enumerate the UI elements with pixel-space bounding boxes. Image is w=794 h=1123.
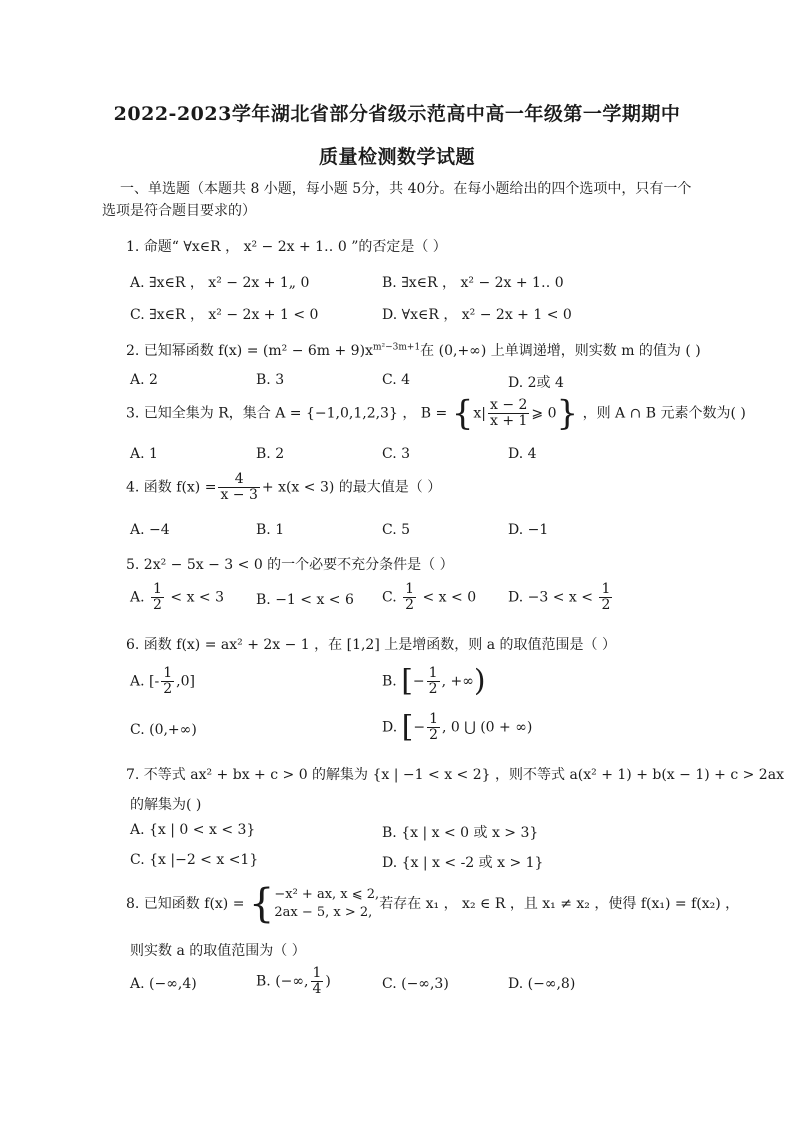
question-6-option-b: B. [− $\frac{1}{2}$ , +∞) — [382, 663, 486, 699]
question-3-option-d: D. 4 — [508, 446, 537, 462]
exam-title-line1: 2022-2023学年湖北省部分省级示范高中高一年级第一学期期中 — [113, 103, 681, 125]
question-6-option-d-label: D. — [382, 719, 398, 736]
question-6-option-a — [130, 666, 195, 697]
question-2-option-a: A. 2 — [130, 372, 158, 388]
question-1-option-d: D. ∀x∈R ， x² − 2x + 1 < 0 — [382, 307, 572, 323]
question-4-stem-a: 4. 函数 f(x) = — [126, 479, 217, 496]
section-header-line1: 一、单选题（本题共 8 小题，每小题 5分，共 40分。在每小题给出的四个选项中，只有一个 — [120, 181, 692, 197]
question-4-numerator: 4 — [218, 472, 259, 488]
question-6-stem: 6. 函数 f(x) = ax² + 2x − 1 ，在 [1,2] 上是增函数，则 a 的取值范围是（ ） — [126, 637, 616, 653]
paren-right: ) — [473, 663, 486, 699]
question-5-option-a-fraction — [151, 582, 164, 613]
question-3-option-b: B. 2 — [256, 446, 285, 462]
question-8-option-b-fraction — [311, 966, 324, 997]
question-6-option-d-fraction — [427, 712, 440, 743]
question-8-stem — [126, 881, 740, 927]
section-header — [102, 178, 720, 222]
question-5-option-d-label: D. −3 < x < — [508, 589, 593, 606]
question-2-option-c: C. 4 — [382, 372, 411, 388]
question-8-stem-line2: 则实数 a 的取值范围为（ ） — [130, 943, 306, 959]
question-5-option-a-numerator: 1 — [153, 581, 162, 597]
question-3-stem — [126, 393, 746, 434]
piecewise-function — [274, 886, 379, 922]
question-5-option-c-numerator: 1 — [405, 581, 415, 597]
question-8-stem-a: 8. 已知函数 f(x) = — [126, 896, 245, 912]
question-6-option-b-rest: , +∞ — [441, 673, 474, 690]
question-7-stem-line1: 7. 不等式 ax² + bx + c > 0 的解集为 {x | −1 < x < 2} ，则不等式 a(x² + 1) + b(x − 1) + c > 2ax — [126, 767, 784, 783]
question-8-option-b-label: B. (−∞, — [256, 973, 309, 990]
question-2-exponent: m²−3m+1 — [372, 342, 421, 353]
question-2-stem-a: 2. 已知幂函数 f(x) = (m² − 6m + 9)x — [126, 343, 373, 359]
question-5-option-d-denominator: 2 — [601, 597, 611, 613]
question-3-set-fraction — [488, 398, 529, 429]
question-8-option-b-rest: ) — [325, 973, 331, 990]
bracket-left: [ — [401, 709, 414, 745]
question-5-option-a-label: A. — [130, 589, 145, 606]
question-5-option-d — [508, 582, 614, 613]
question-8-option-b — [256, 966, 331, 997]
question-1-option-b: B. ∃x∈R ， x² − 2x + 1‥ 0 — [382, 275, 564, 291]
question-6-option-a-label: A. [- — [130, 673, 160, 690]
question-5-option-d-fraction — [599, 582, 612, 613]
question-4-option-a: A. −4 — [130, 522, 170, 538]
question-6-option-a-denominator: 2 — [163, 681, 173, 697]
question-6-option-d-rest: , 0 ⋃ (0 + ∞) — [442, 719, 533, 736]
question-5-option-b: B. −1 < x < 6 — [256, 592, 354, 608]
question-7-option-a: A. {x | 0 < x < 3} — [130, 822, 256, 838]
piecewise-case-2: 2ax − 5, x > 2, — [274, 905, 373, 920]
question-5-option-c-rest: < x < 0 — [422, 589, 477, 606]
question-3-set-left: x| — [473, 405, 486, 422]
question-5-option-c-fraction — [403, 582, 416, 613]
question-6-option-c: C. (0,+∞) — [130, 722, 197, 738]
question-4-denominator: x − 3 — [220, 487, 258, 503]
set-brace-left: { — [451, 393, 474, 434]
question-6-option-b-numerator: 1 — [428, 665, 438, 681]
piecewise-case-1: −x² + ax, x ⩽ 2, — [274, 887, 380, 902]
question-7-stem-line2: 的解集为( ) — [130, 797, 202, 813]
question-4-fraction — [218, 472, 259, 503]
set-brace-right: } — [556, 393, 579, 434]
question-5-stem: 5. 2x² − 5x − 3 < 0 的一个必要不充分条件是（ ） — [126, 557, 454, 573]
question-6-option-b-denominator: 2 — [428, 681, 438, 697]
question-3-set-denominator: x + 1 — [489, 413, 528, 429]
question-7-option-b: B. {x | x < 0 或 x > 3} — [382, 825, 539, 841]
section-header-line2: 选项是符合题目要求的） — [102, 203, 256, 219]
question-6-option-a-fraction — [161, 666, 174, 697]
question-2-stem-b: 在 (0,+∞) 上单调递增，则实数 m 的值为 ( ) — [420, 343, 701, 359]
question-3-stem-a: 3. 已知全集为 R，集合 A = {−1,0,1,2,3} ， B = — [126, 405, 448, 422]
question-2-stem — [126, 340, 701, 360]
question-5-option-c — [382, 582, 476, 613]
question-4-stem — [126, 472, 441, 503]
piecewise-brace: { — [248, 881, 275, 927]
question-8-option-c: C. (−∞,3) — [382, 976, 449, 992]
question-1-option-a: A. ∃x∈R ， x² − 2x + 1„ 0 — [130, 275, 310, 291]
question-8-stem-b: 若存在 x₁ ， x₂ ∈ R ，且 x₁ ≠ x₂ ，使得 f(x₁) = f(x₂) ， — [379, 896, 740, 912]
question-6-option-d: D. [− $\frac{1}{2}$ , 0 ⋃ (0 + ∞) — [382, 709, 533, 745]
question-4-option-d: D. −1 — [508, 522, 549, 538]
question-8-option-d: D. (−∞,8) — [508, 976, 576, 992]
question-5-option-a-rest: < x < 3 — [170, 589, 225, 606]
question-5-option-a — [130, 582, 224, 613]
question-1-option-c: C. ∃x∈R ， x² − 2x + 1 < 0 — [130, 307, 319, 323]
exam-title-line2: 质量检测数学试题 — [318, 146, 475, 168]
question-5-option-a-denominator: 2 — [153, 597, 162, 613]
question-1-stem: 1. 命题“ ∀x∈R ， x² − 2x + 1‥ 0 ”的否定是（ ） — [126, 239, 447, 255]
question-3-option-c: C. 3 — [382, 446, 411, 462]
question-6-option-d-numerator: 1 — [429, 711, 439, 727]
question-8-option-b-denominator: 4 — [312, 981, 322, 997]
question-4-stem-b: + x(x < 3) 的最大值是（ ） — [261, 479, 442, 496]
question-5-option-c-denominator: 2 — [405, 597, 415, 613]
question-5-option-d-numerator: 1 — [601, 581, 611, 597]
question-2-option-b: B. 3 — [256, 372, 285, 388]
question-2-option-d: D. 2或 4 — [508, 375, 564, 391]
question-6-option-a-rest: ,0] — [176, 673, 195, 690]
question-3-set-numerator: x − 2 — [489, 397, 528, 413]
question-6-option-d-denominator: 2 — [429, 727, 439, 743]
question-4-option-b: B. 1 — [256, 522, 285, 538]
question-7-option-c: C. {x |−2 < x <1} — [130, 852, 259, 868]
question-6-option-b-fraction — [427, 666, 440, 697]
question-4-option-c: C. 5 — [382, 522, 411, 538]
question-6-option-a-numerator: 1 — [163, 665, 173, 681]
question-7-option-d: D. {x | x < -2 或 x > 1} — [382, 855, 544, 871]
question-3-option-a: A. 1 — [130, 446, 158, 462]
question-3-stem-b: ，则 A ∩ B 元素个数为( ) — [582, 405, 746, 422]
bracket-left: [ — [401, 663, 413, 699]
question-8-option-b-numerator: 1 — [312, 965, 322, 981]
question-5-option-c-label: C. — [382, 589, 397, 606]
question-3-set-right: ⩾ 0 — [531, 405, 557, 422]
question-8-option-a: A. (−∞,4) — [130, 976, 197, 992]
question-6-option-b-label: B. — [382, 673, 397, 690]
